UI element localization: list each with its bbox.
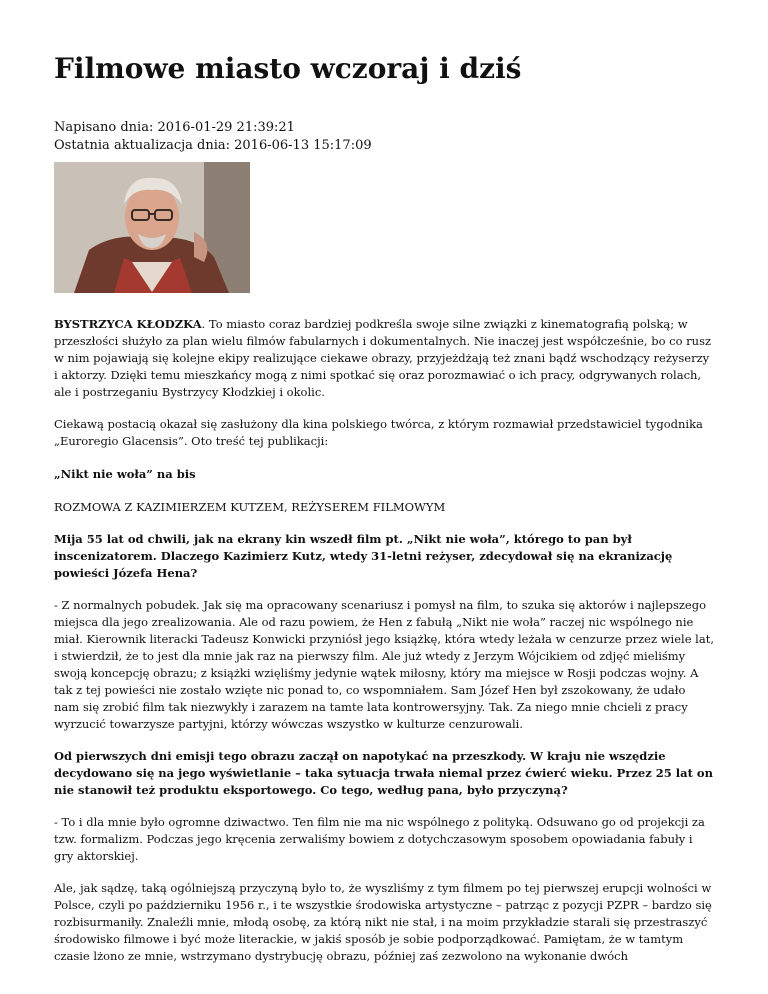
question-2: Od pierwszych dni emisji tego obrazu zaczął on napotykać na przeszkody. W kraju nie wszędzie decydowano się na jego wyświetlanie – taka sytuacja trwała niemal przez ćwierć wieku. Przez 25 lat on nie stanowił też produktu eksportowego. Co tego, według pana, było przyczyną? (54, 749, 713, 797)
answer-2-continued: Ale, jak sądzę, taką ogólniejszą przyczyną było to, że wyszliśmy z tym filmem po tej pierwszej erupcji wolności w Polsce, czyli po październiku 1956 r., i te wszystkie środowiska artystyczne – patrząc z pozycji PZPR – bardzo się rozbisurmaniły. Znaleźli mnie, młodą osobę, za którą nikt nie stał, i na moim przykładzie starali się przestraszyć środowisko filmowe i być może literackie, w jakiś sposób je sobie podporządkować. Pamiętam, że w tamtym czasie lżono ze mnie, wstrzymano dystrybucję obrazu, później zaś zezwolono na wykonanie dwóch (54, 881, 712, 963)
published-date: Napisano dnia: 2016-01-29 21:39:21 (54, 120, 295, 135)
answer-1: - Z normalnych pobudek. Jak się ma opracowany scenariusz i pomysł na film, to szuka się aktorów i najlepszego miejsca dla jego zrealizowania. Ale od razu powiem, że Hen z fabułą „Nikt nie woła” raczej nic wspólnego nie miał. Kierownik literacki Tadeusz Konwicki przyniósł jego książkę, która wtedy leżała w cenzurze przez wiele lat, i stwierdził, że to jest dla mnie jak raz na pierwszy film. Ale już wtedy z Jerzym Wójcikiem od zdjęć mieliśmy swoją koncepcję obrazu; z książki wzięliśmy jedynie wątek miłosny, który ma miejsce w Rosji podczas wojny. A tak z tej powieści nie zostało wzięte nic ponad to, co wspomniałem. Sam Józef Hen był zszokowany, że udało nam się zrobić film tak niezwykły i zarazem na tamte lata kontrowersyjny. Tak. Za niego mnie chcieli z pracy wyrzucić towarzysze partyjni, którzy wówczas wszystko w kulturze cenzurowali. (54, 598, 714, 731)
article-title: Filmowe miasto wczoraj i dziś (54, 52, 522, 85)
portrait-photo-drawing (54, 162, 250, 293)
interview-line: ROZMOWA Z KAZIMIERZEM KUTZEM, REŻYSEREM FILMOWYM (54, 500, 446, 514)
answer-2: - To i dla mnie było ogromne dziwactwo. Ten film nie ma nic wspólnego z polityką. Odsuwano go od projekcji za tzw. formalizm. Podczas jego kręcenia zerwaliśmy bowiem z dotychczasowym sposobem opowiadania fabuły i gry aktorskiej. (54, 815, 705, 863)
lead-place: BYSTRZYCA KŁODZKA (54, 317, 202, 331)
article-body (54, 316, 714, 965)
paragraph-intro-interview: Ciekawą postacią okazał się zasłużony dla kina polskiego twórca, z którym rozmawiał przedstawiciel tygodnika „Euroregio Glacensis”. Oto treść tej publikacji: (54, 417, 703, 448)
portrait-photo (54, 162, 250, 293)
subheading: „Nikt nie woła” na bis (54, 467, 196, 481)
lead-paragraph (54, 316, 714, 401)
question-1: Mija 55 lat od chwili, jak na ekrany kin wszedł film pt. „Nikt nie woła”, którego to pan był inscenizatorem. Dlaczego Kazimierz Kutz, wtedy 31-letni reżyser, zdecydował się na ekranizację powieści Józefa Hena? (54, 532, 673, 580)
article-meta (54, 119, 714, 155)
lead-text: . To miasto coraz bardziej podkreśla swoje silne związki z kinematografią polską; w przeszłości służyło za plan wielu filmów fabularnych i dokumentalnych. Nie inaczej jest współcześnie, bo co rusz w nim pojawiają się kolejne ekipy realizujące ciekawe obrazy, przyjeżdżają też znani bądź wschodzący reżyserzy i aktorzy. Dzięki temu mieszkańcy mogą z nimi spotkać się oraz porozmawiać o ich pracy, odgrywanych rolach, ale i postrzeganiu Bystrzycy Kłodzkiej i okolic. (54, 317, 712, 399)
updated-date: Ostatnia aktualizacja dnia: 2016-06-13 15:17:09 (54, 138, 372, 153)
